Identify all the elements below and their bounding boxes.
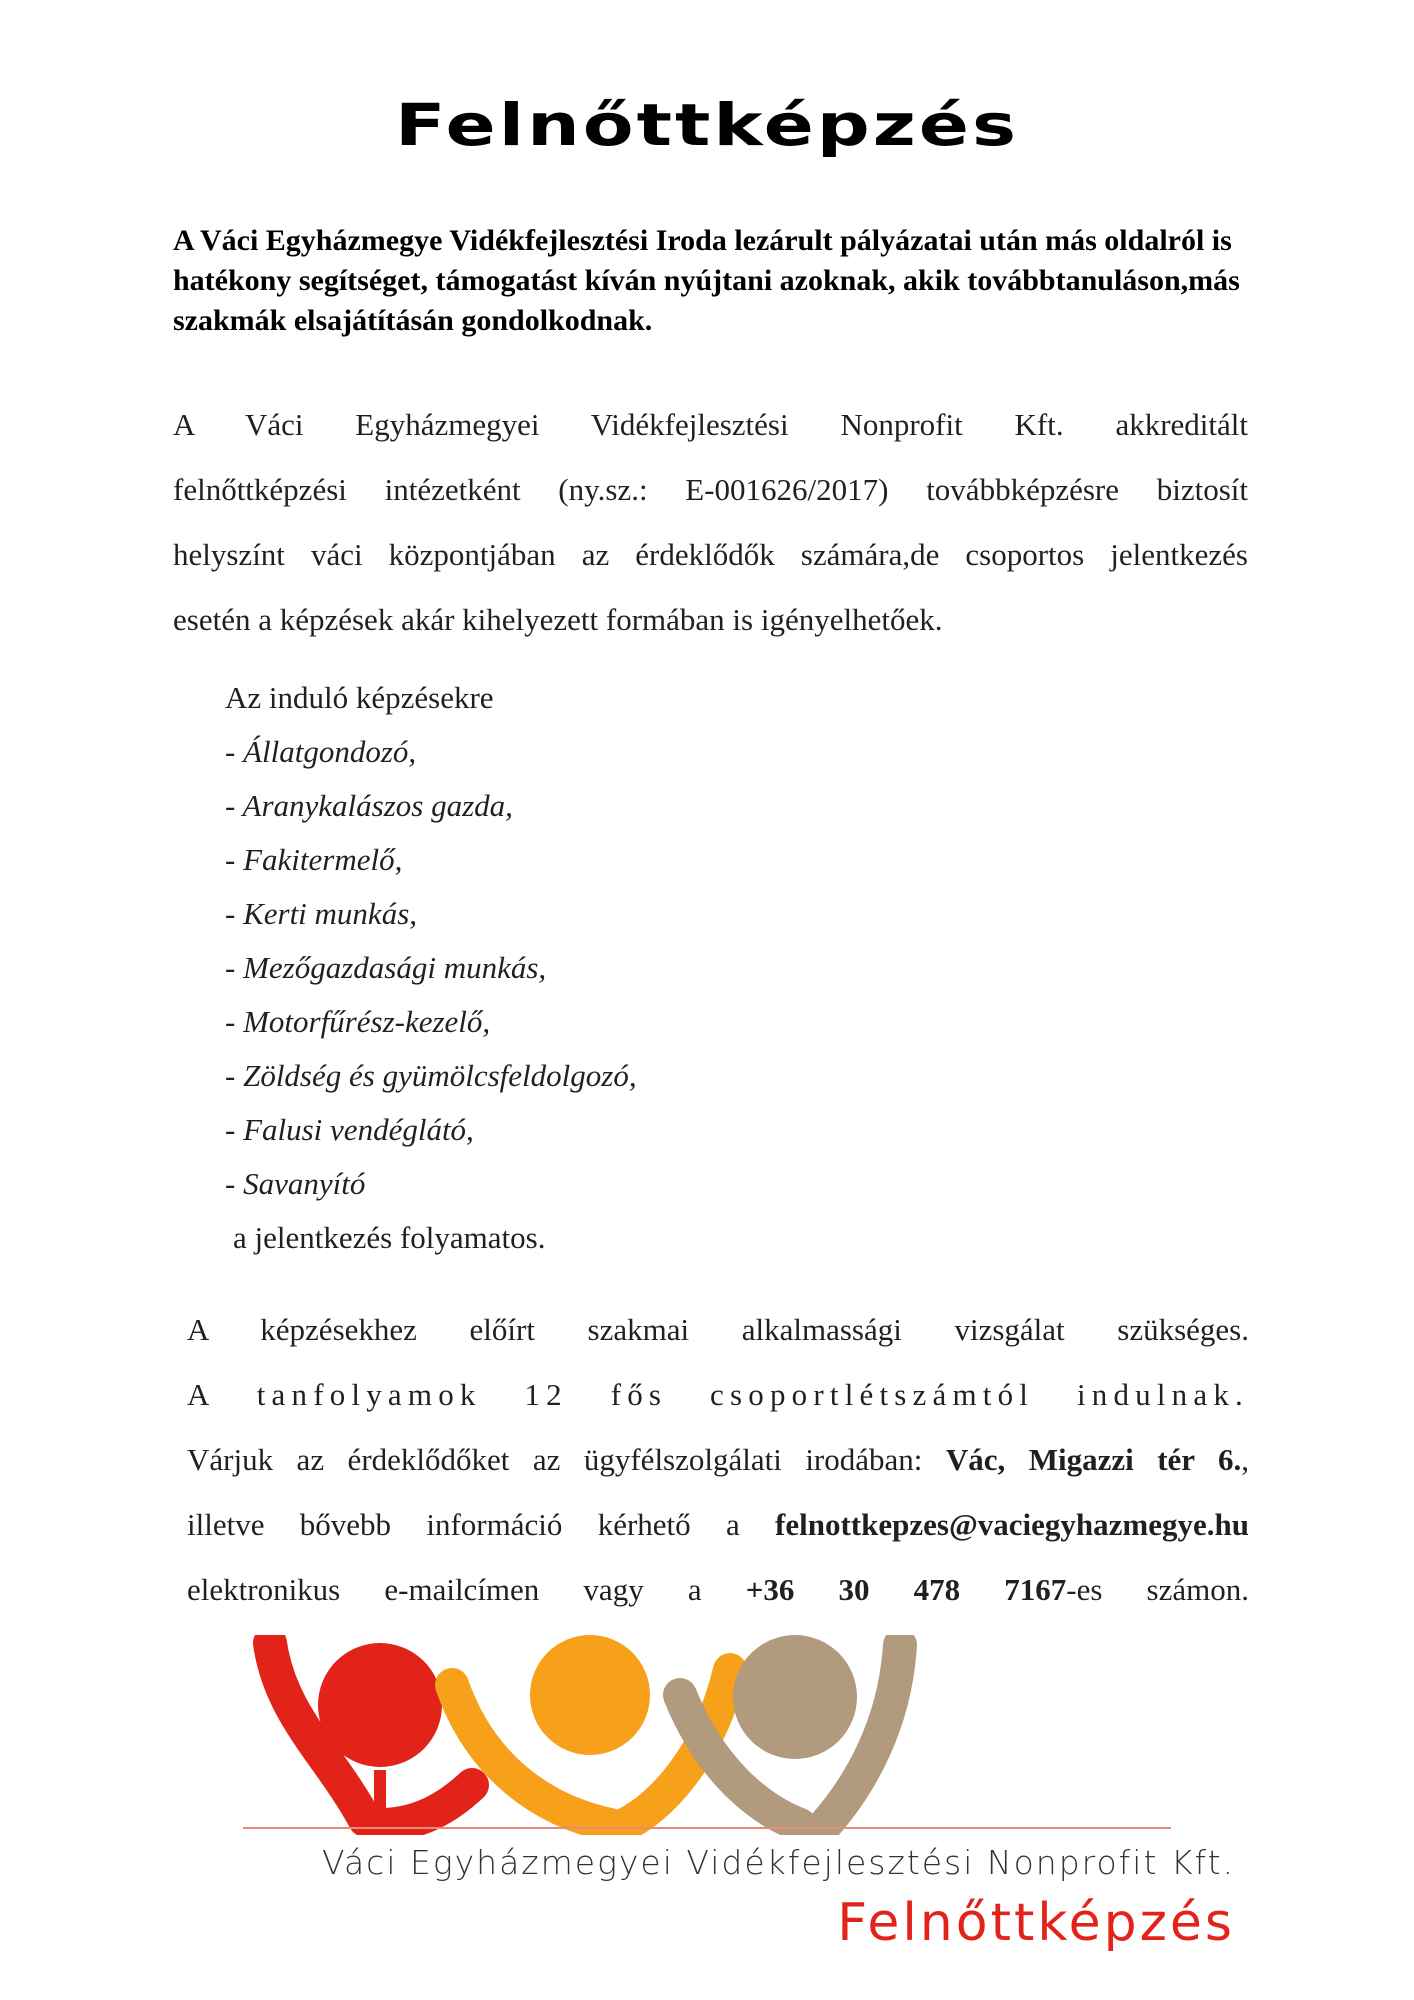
course-item: - Kerti munkás, <box>225 896 418 931</box>
course-list-tail: a jelentkezés folyamatos. <box>233 1220 546 1255</box>
paragraph-line: A Váci Egyházmegyei Vidékfejlesztési Nonprofit Kft. akkreditált <box>173 407 1248 442</box>
closing-line: A képzésekhez előírt szakmai alkalmassági vizsgálat szükséges. <box>187 1312 1249 1347</box>
divider <box>243 1827 1171 1829</box>
brand-name: Felnőttképzés <box>837 1893 1235 1953</box>
paragraph-line: felnőttképzési intézetként (ny.sz.: E-001626/2017) továbbképzésre biztosít <box>173 472 1248 507</box>
phone-number[interactable]: +36 30 478 7167 <box>745 1572 1067 1607</box>
institute-paragraph <box>173 392 1248 652</box>
closing-line <box>187 1492 1249 1557</box>
contact-paragraph <box>187 1297 1249 1622</box>
closing-text: elektronikus e-mailcímen vagy a <box>187 1572 746 1607</box>
closing-text: -es számon. <box>1066 1572 1250 1607</box>
closing-text: , <box>1241 1442 1249 1477</box>
paragraph-line: esetén a képzések akár kihelyezett formában is igényelhetőek. <box>173 602 943 637</box>
course-item: - Fakitermelő, <box>225 842 403 877</box>
org-name: Váci Egyházmegyei Vidékfejlesztési Nonprofit Kft. <box>321 1843 1235 1882</box>
course-list <box>225 725 637 1211</box>
email-address[interactable]: felnottkepzes@vaciegyhazmegye.hu <box>775 1507 1249 1542</box>
closing-line <box>187 1557 1249 1622</box>
course-item: - Savanyító <box>225 1166 366 1201</box>
red-figure-icon <box>270 1643 472 1832</box>
course-item: - Zöldség és gyümölcsfeldolgozó, <box>225 1058 637 1093</box>
page-title: Felnőttképzés <box>394 92 1020 160</box>
course-list-section <box>225 671 637 1265</box>
course-item: - Motorfűrész-kezelő, <box>225 1004 491 1039</box>
course-item: - Aranykalászos gazda, <box>225 788 513 823</box>
intro-paragraph: A Váci Egyházmegye Vidékfejlesztési Iroda lezárult pályázatai után más oldalról is hatékony segítséget, támogatást kíván nyújtani azoknak, akik továbbtanuláson,más szakmák elsajátításán gondolkodnak. <box>173 224 1240 337</box>
address: Vác, Migazzi tér 6. <box>945 1442 1242 1477</box>
people-logo-icon <box>240 1635 920 1835</box>
closing-text: illetve bővebb információ kérhető a <box>187 1507 776 1542</box>
taupe-figure-icon <box>680 1635 900 1825</box>
course-item: - Állatgondozó, <box>225 734 417 769</box>
closing-line: A tanfolyamok 12 fős csoportlétszámtól indulnak. <box>187 1377 1249 1412</box>
paragraph-line: helyszínt váci központjában az érdeklődők számára,de csoportos jelentkezés <box>173 537 1248 572</box>
closing-line <box>187 1427 1249 1492</box>
course-item: - Falusi vendéglátó, <box>225 1112 474 1147</box>
course-item: - Mezőgazdasági munkás, <box>225 950 547 985</box>
closing-text: Várjuk az érdeklődőket az ügyfélszolgálati irodában: <box>187 1442 946 1477</box>
course-list-lead: Az induló képzésekre <box>225 680 494 715</box>
